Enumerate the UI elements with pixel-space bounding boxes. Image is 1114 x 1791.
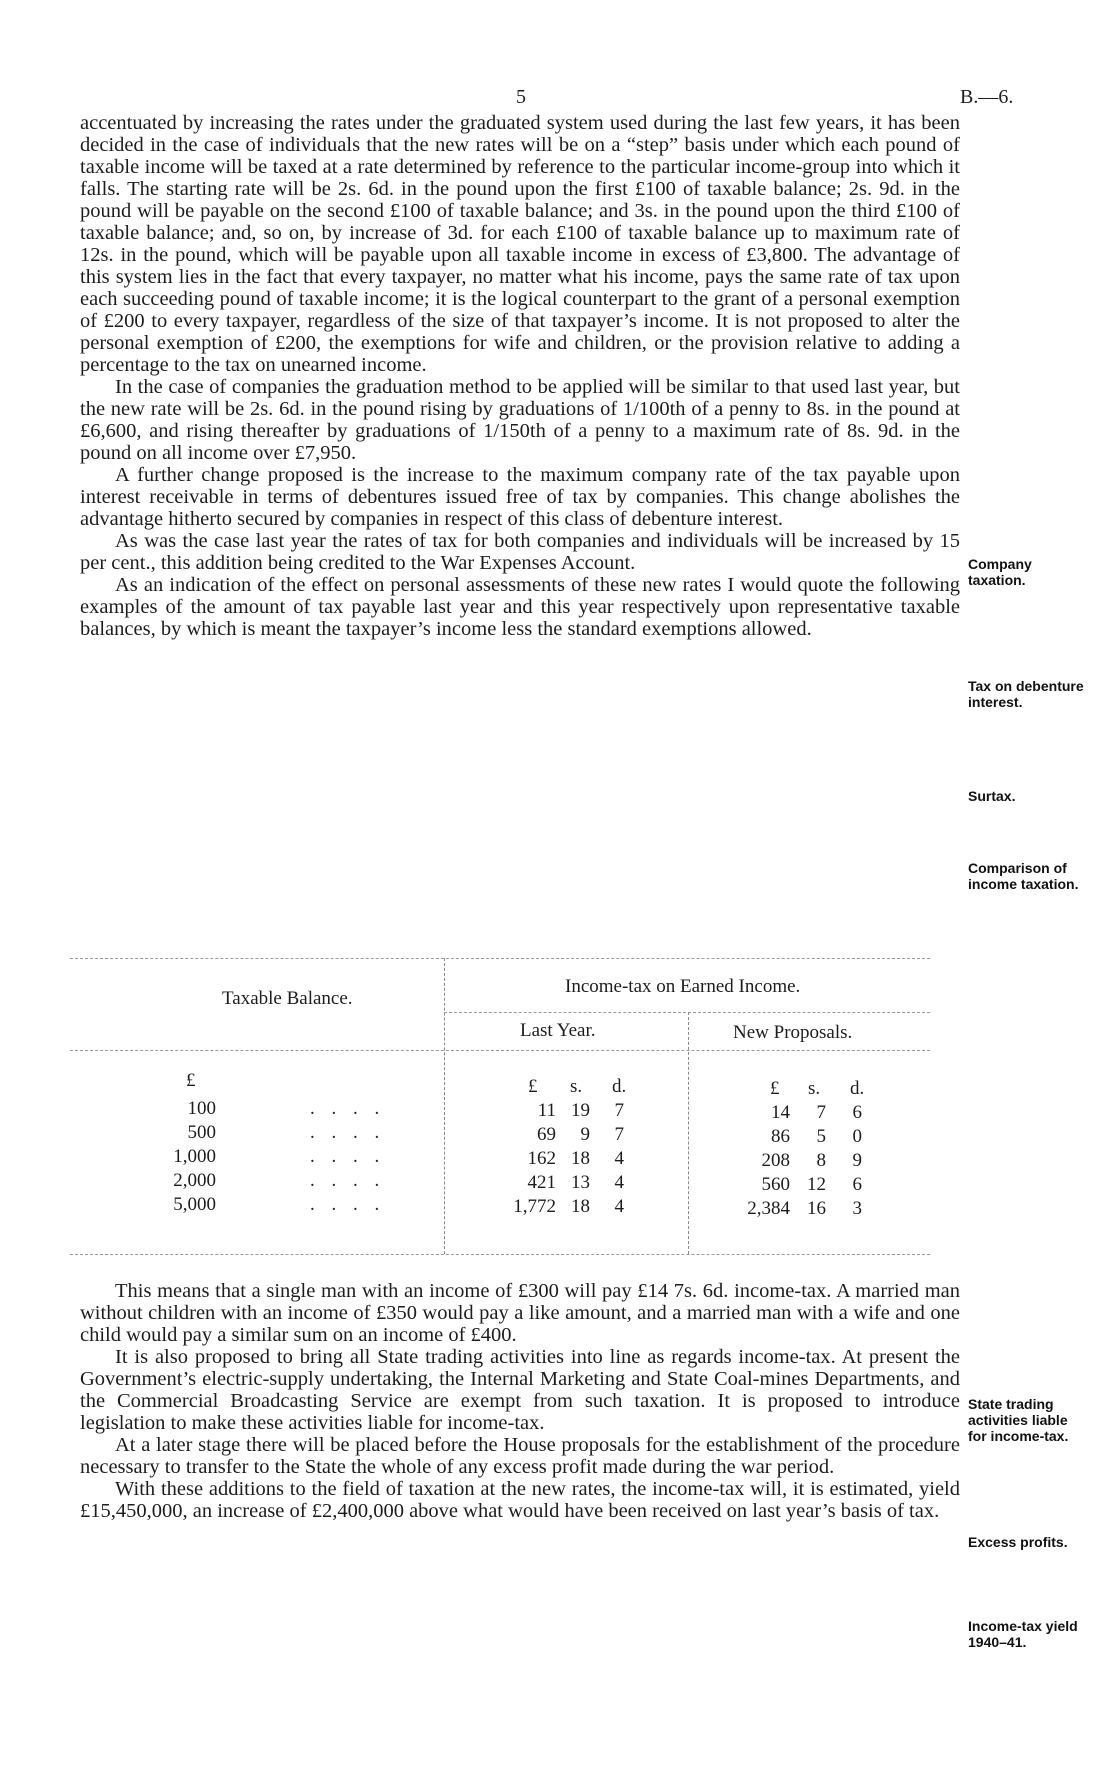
table-cell-last-pounds: 69	[537, 1124, 556, 1145]
table-cell-new-shillings: 16	[807, 1198, 826, 1219]
table-cell-last-pence: 4	[614, 1172, 624, 1193]
table-cell-new-pence: 3	[852, 1198, 862, 1219]
table-header-new-proposals: New Proposals.	[733, 1022, 853, 1043]
table-cell-last-shillings: 9	[580, 1124, 590, 1145]
paragraph-state-trading: It is also proposed to bring all State trading activities into line as regards income-tax. At present the Government’s electric-supply undertaking, the Internal Marketing and State Coal-mines Departments, and the Commercial Broadcasting Service are exempt from such taxation. It is proposed to introduce legislation to make these activities liable for income-tax.	[80, 1346, 960, 1434]
table-cell-new-pounds: 208	[761, 1150, 790, 1171]
table-header-taxable-balance: Taxable Balance.	[222, 988, 353, 1009]
table-cell-new-pounds: 2,384	[747, 1198, 790, 1219]
table-cell-last-shillings: 19	[571, 1100, 590, 1121]
paragraph-comparison: As an indication of the effect on personal assessments of these new rates I would quote the following examples of the amount of tax payable last year and this year respectively upon representative taxable balances, by which is meant the taxpayer’s income less the standard exemptions allowed.	[80, 574, 960, 640]
table-cell-balance: 5,000	[173, 1194, 216, 1215]
table-cell-new-shillings: 12	[807, 1174, 826, 1195]
table-cell-last-shillings: 13	[571, 1172, 590, 1193]
document-reference: B.—6.	[960, 86, 1014, 108]
paragraph-excess-profits: At a later stage there will be placed before the House proposals for the establishment of the procedure necessary to transfer to the State the whole of any excess profit made during the war period.	[80, 1434, 960, 1478]
margin-note-company: Company taxation.	[968, 556, 1032, 588]
table-cell-last-pounds: 1,772	[513, 1196, 556, 1217]
table-cell-last-pounds: 162	[527, 1148, 556, 1169]
paragraph-debenture: A further change proposed is the increase to the maximum company rate of the tax payable upon interest receivable in terms of debentures issued free of tax by companies. This change abolishes the advantage hitherto secured by companies in respect of this class of debenture interest.	[80, 464, 960, 530]
page-number: 5	[516, 86, 526, 108]
table-cell-last-shillings: 18	[571, 1148, 590, 1169]
body-section-top	[80, 112, 960, 640]
paragraph-rates: accentuated by increasing the rates under the graduated system used during the last few years, it has been decided in the case of individuals that the new rates will be on a “step” basis under which each pound of taxable income will be taxed at a rate determined by reference to the particular income-group into which it falls. The starting rate will be 2s. 6d. in the pound upon the first £100 of taxable balance; 2s. 9d. in the pound will be payable on the second £100 of taxable balance; and 3s. in the pound upon the third £100 of taxable balance; and, so on, by increase of 3d. for each £100 of taxable balance up to maximum rate of 12s. in the pound, which will be payable upon all taxable income in excess of £3,800. The advantage of this system lies in the fact that every taxpayer, no matter what his income, pays the same rate of tax upon each succeeding pound of taxable income; it is the logical counterpart to the grant of a personal exemption of £200 to every taxpayer, regardless of the size of that taxpayer’s income. It is not proposed to alter the personal exemption of £200, the exemptions for wife and children, or the provision relative to adding a percentage to the tax on unearned income.	[80, 112, 960, 376]
table-cell-dots: . . . .	[310, 1098, 386, 1119]
table-cell-new-pence: 6	[852, 1174, 862, 1195]
unit-d-last: d.	[612, 1076, 627, 1097]
table-header-last-year: Last Year.	[520, 1020, 596, 1041]
margin-note-excess-profits: Excess profits.	[968, 1534, 1068, 1550]
table-cell-balance: 1,000	[173, 1146, 216, 1167]
table-cell-new-pounds: 560	[761, 1174, 790, 1195]
paragraph-yield: With these additions to the field of taxation at the new rates, the income-tax will, it is estimated, yield £15,450,000, an increase of £2,400,000 above what would have been received on last year’s basis of tax.	[80, 1478, 960, 1522]
table-cell-balance: 500	[187, 1122, 216, 1143]
table-cell-new-pence: 0	[852, 1126, 862, 1147]
table-cell-new-pence: 6	[852, 1102, 862, 1123]
unit-pound-balance: £	[186, 1070, 196, 1091]
unit-s-new: s.	[808, 1078, 821, 1099]
table-cell-balance: 100	[187, 1098, 216, 1119]
table-cell-balance: 2,000	[173, 1170, 216, 1191]
table-cell-last-pence: 7	[614, 1100, 624, 1121]
table-cell-last-pounds: 421	[527, 1172, 556, 1193]
table-cell-new-shillings: 5	[816, 1126, 826, 1147]
table-cell-dots: . . . .	[310, 1194, 386, 1215]
table-header-income-tax: Income-tax on Earned Income.	[565, 976, 801, 997]
table-cell-new-shillings: 7	[816, 1102, 826, 1123]
unit-pound-last: £	[528, 1076, 538, 1097]
paragraph-single-man: This means that a single man with an income of £300 will pay £14 7s. 6d. income-tax. A married man without children with an income of £350 would pay a like amount, and a married man with a wife and one child would pay a similar sum on an income of £400.	[80, 1280, 960, 1346]
table-cell-new-pounds: 86	[771, 1126, 790, 1147]
margin-note-debenture: Tax on debenture interest.	[968, 678, 1084, 710]
paragraph-surtax: As was the case last year the rates of tax for both companies and individuals will be increased by 15 per cent., this addition being credited to the War Expenses Account.	[80, 530, 960, 574]
table-cell-last-pence: 7	[614, 1124, 624, 1145]
unit-pound-new: £	[770, 1078, 780, 1099]
unit-s-last: s.	[570, 1076, 583, 1097]
table-cell-new-pence: 9	[852, 1150, 862, 1171]
table-cell-new-shillings: 8	[816, 1150, 826, 1171]
paragraph-company: In the case of companies the graduation method to be applied will be similar to that used last year, but the new rate will be 2s. 6d. in the pound rising by graduations of 1/100th of a penny to 8s. in the pound at £6,600, and rising thereafter by graduations of 1/150th of a penny to a maximum rate of 8s. 9d. in the pound on all income over £7,950.	[80, 376, 960, 464]
table-cell-dots: . . . .	[310, 1122, 386, 1143]
unit-d-new: d.	[850, 1078, 865, 1099]
margin-note-surtax: Surtax.	[968, 788, 1016, 804]
table-cell-last-shillings: 18	[571, 1196, 590, 1217]
table-cell-last-pence: 4	[614, 1148, 624, 1169]
table-cell-dots: . . . .	[310, 1146, 386, 1167]
table-cell-last-pounds: 11	[537, 1100, 556, 1121]
margin-note-comparison: Comparison of income taxation.	[968, 860, 1079, 892]
table-cell-last-pence: 4	[614, 1196, 624, 1217]
table-cell-new-pounds: 14	[771, 1102, 790, 1123]
margin-note-yield: Income-tax yield 1940–41.	[968, 1618, 1078, 1650]
body-section-bottom	[80, 1280, 960, 1522]
margin-note-state-trading: State trading activities liable for income-tax.	[968, 1396, 1069, 1444]
table-cell-dots: . . . .	[310, 1170, 386, 1191]
